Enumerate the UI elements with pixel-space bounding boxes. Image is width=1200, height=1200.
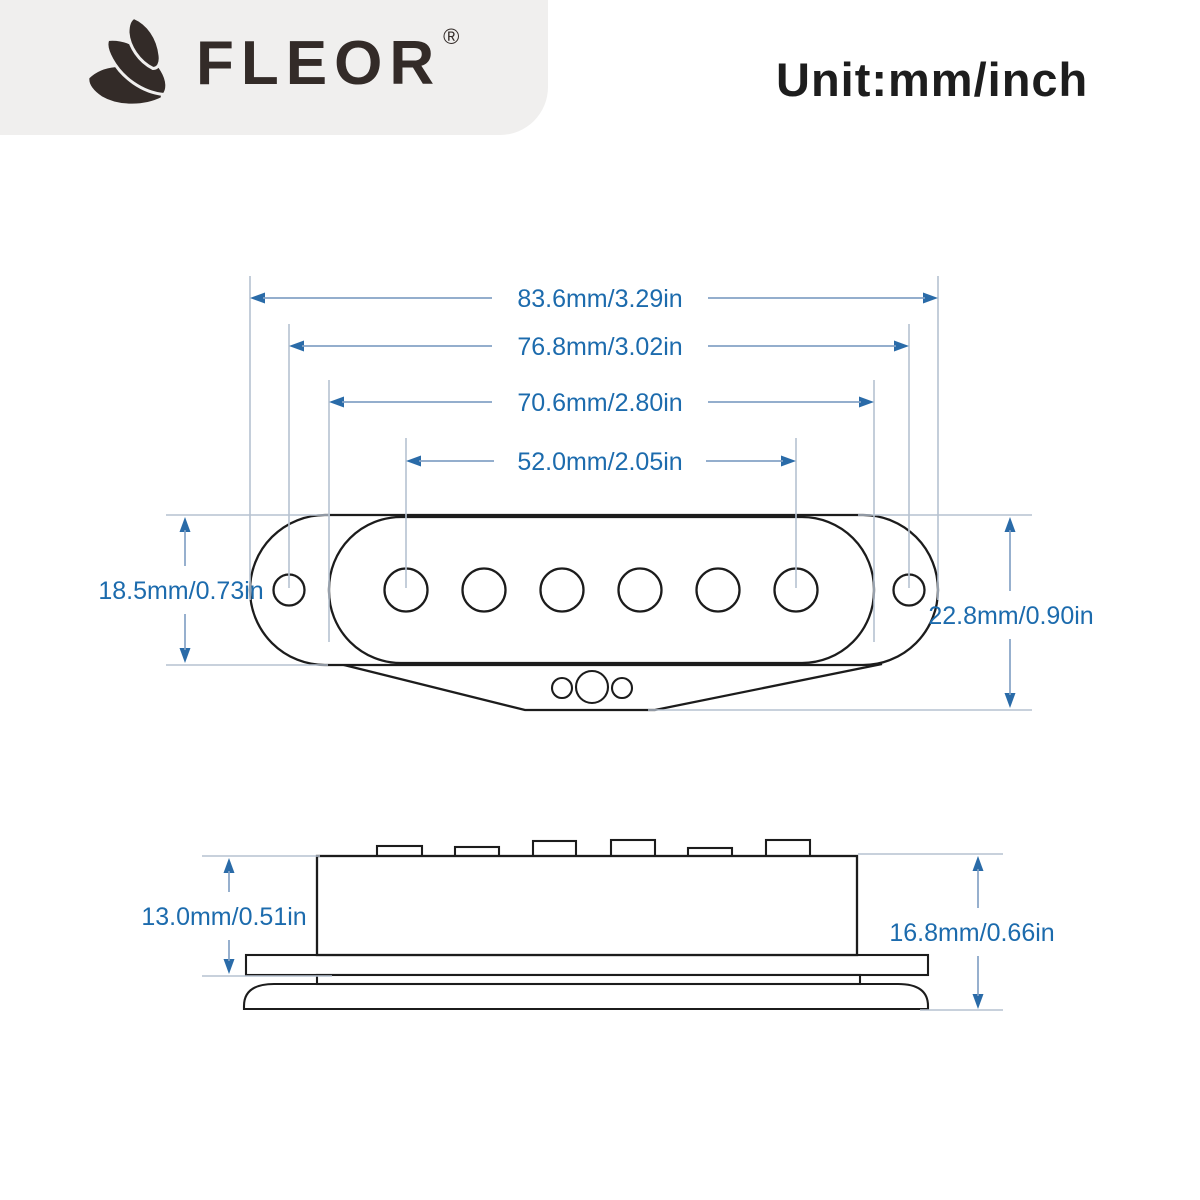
cover-body-side xyxy=(317,856,857,955)
dim-label-mounting-span: 76.8mm/3.02in xyxy=(517,333,683,361)
pole-tabs xyxy=(377,840,810,857)
base-hole-center xyxy=(576,671,608,703)
dim-cover-height xyxy=(98,517,263,663)
dim-label-pole-span: 52.0mm/2.05in xyxy=(517,448,683,476)
registered-trademark: ® xyxy=(443,24,460,49)
middle-plate xyxy=(317,975,860,984)
pole-2 xyxy=(463,569,506,612)
dim-cover-width xyxy=(329,389,874,417)
bottom-dome xyxy=(244,984,928,1009)
top-view-drawing xyxy=(250,515,938,710)
dim-overall-width xyxy=(250,285,938,313)
base-hole-left xyxy=(552,678,572,698)
pole-5 xyxy=(697,569,740,612)
pole-4 xyxy=(619,569,662,612)
flange-plate xyxy=(246,955,928,975)
base-hole-right xyxy=(612,678,632,698)
brand-wordmark: FLEOR xyxy=(196,29,442,98)
pole-tab-3 xyxy=(533,841,576,857)
dim-overall-height xyxy=(928,517,1093,708)
unit-label: Unit:mm/inch xyxy=(776,53,1089,106)
dim-label-total-depth: 16.8mm/0.66in xyxy=(889,919,1055,947)
dim-label-overall-width: 83.6mm/3.29in xyxy=(517,285,683,313)
dim-label-cover-width: 70.6mm/2.80in xyxy=(517,389,683,417)
pole-3 xyxy=(541,569,584,612)
dim-label-body-depth: 13.0mm/0.51in xyxy=(141,903,307,931)
dim-pole-span xyxy=(406,448,796,476)
side-view-drawing xyxy=(244,840,928,1009)
dim-label-cover-height: 18.5mm/0.73in xyxy=(98,577,264,605)
pole-tab-6 xyxy=(766,840,810,857)
dim-label-overall-height: 22.8mm/0.90in xyxy=(928,602,1094,630)
dim-mounting-span xyxy=(289,333,909,361)
pole-tab-4 xyxy=(611,840,655,857)
